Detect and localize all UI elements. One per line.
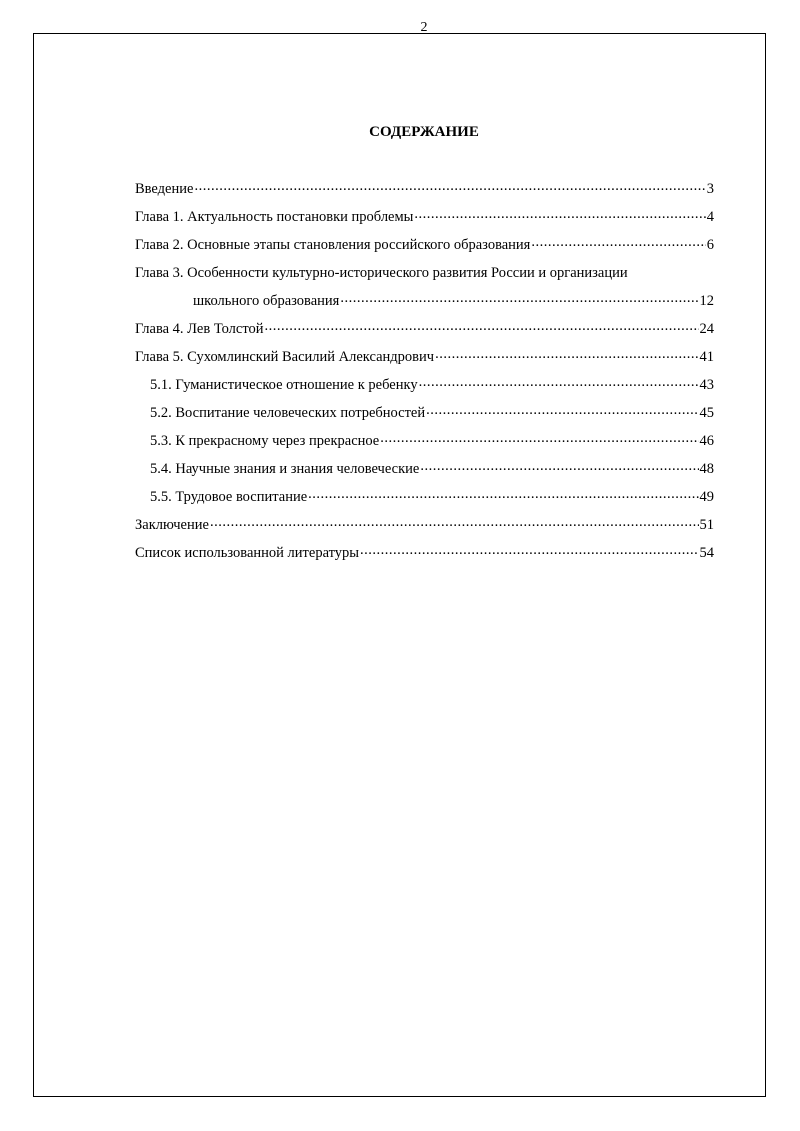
toc-entry-section-5-2[interactable] bbox=[135, 402, 714, 430]
toc-entry-page: 46 bbox=[699, 433, 714, 449]
toc-entry-section-5-3[interactable] bbox=[135, 430, 714, 458]
toc-entry-chapter-5[interactable] bbox=[135, 346, 714, 374]
dot-leader bbox=[210, 515, 699, 529]
toc-entry-page: 3 bbox=[706, 181, 714, 197]
toc-entry-page: 51 bbox=[699, 517, 714, 533]
toc-entry-bibliography[interactable] bbox=[135, 542, 714, 570]
toc-entry-page: 24 bbox=[699, 321, 714, 337]
toc-entry-label: 5.2. Воспитание человеческих потребностей bbox=[150, 405, 426, 421]
toc-entry-label: Введение bbox=[135, 181, 194, 197]
toc-entry-chapter-3[interactable] bbox=[135, 262, 714, 318]
toc-entry-label: Глава 5. Сухомлинский Василий Александрович bbox=[135, 349, 435, 365]
dot-leader bbox=[531, 235, 705, 249]
toc-entry-chapter-1[interactable] bbox=[135, 206, 714, 234]
toc-entry-label: 5.1. Гуманистическое отношение к ребенку bbox=[150, 377, 418, 393]
dot-leader bbox=[194, 179, 705, 193]
toc-entry-label: Глава 1. Актуальность постановки проблемы bbox=[135, 209, 414, 225]
toc-entry-page: 43 bbox=[699, 377, 714, 393]
dot-leader bbox=[264, 319, 698, 333]
toc-entry-chapter-2[interactable] bbox=[135, 234, 714, 262]
toc-entry-page: 54 bbox=[699, 545, 714, 561]
toc-entry-page: 12 bbox=[699, 293, 714, 309]
toc-entry-page: 4 bbox=[706, 209, 714, 225]
toc-entry-chapter-4[interactable] bbox=[135, 318, 714, 346]
dot-leader bbox=[308, 487, 698, 501]
toc-entry-introduction[interactable] bbox=[135, 178, 714, 206]
dot-leader bbox=[419, 375, 699, 389]
toc-entry-label: 5.3. К прекрасному через прекрасное bbox=[150, 433, 380, 449]
toc-entry-page: 45 bbox=[699, 405, 714, 421]
dot-leader bbox=[340, 291, 698, 305]
table-of-contents bbox=[135, 178, 714, 570]
toc-entry-label: 5.4. Научные знания и знания человеческие bbox=[150, 461, 420, 477]
toc-title: СОДЕРЖАНИЕ bbox=[369, 124, 479, 140]
page-number: 2 bbox=[420, 20, 428, 35]
toc-entry-section-5-4[interactable] bbox=[135, 458, 714, 486]
toc-entry-label-line2: школьного образования bbox=[193, 293, 340, 309]
dot-leader bbox=[380, 431, 698, 445]
toc-entry-label-line1: Глава 3. Особенности культурно-исторического развития России и организации bbox=[135, 265, 628, 281]
toc-entry-page: 6 bbox=[706, 237, 714, 253]
toc-entry-label: Заключение bbox=[135, 517, 209, 533]
toc-entry-label: 5.5. Трудовое воспитание bbox=[150, 489, 308, 505]
toc-entry-label: Глава 4. Лев Толстой bbox=[135, 321, 264, 337]
toc-entry-label: Глава 2. Основные этапы становления российского образования bbox=[135, 237, 531, 253]
dot-leader bbox=[435, 347, 698, 361]
toc-entry-page: 49 bbox=[699, 489, 714, 505]
toc-entry-conclusion[interactable] bbox=[135, 514, 714, 542]
toc-entry-page: 41 bbox=[699, 349, 714, 365]
toc-entry-section-5-1[interactable] bbox=[135, 374, 714, 402]
toc-entry-section-5-5[interactable] bbox=[135, 486, 714, 514]
toc-entry-label: Список использованной литературы bbox=[135, 545, 360, 561]
toc-entry-page: 48 bbox=[699, 461, 714, 477]
dot-leader bbox=[360, 543, 698, 557]
dot-leader bbox=[414, 207, 705, 221]
dot-leader bbox=[420, 459, 698, 473]
dot-leader bbox=[426, 403, 698, 417]
